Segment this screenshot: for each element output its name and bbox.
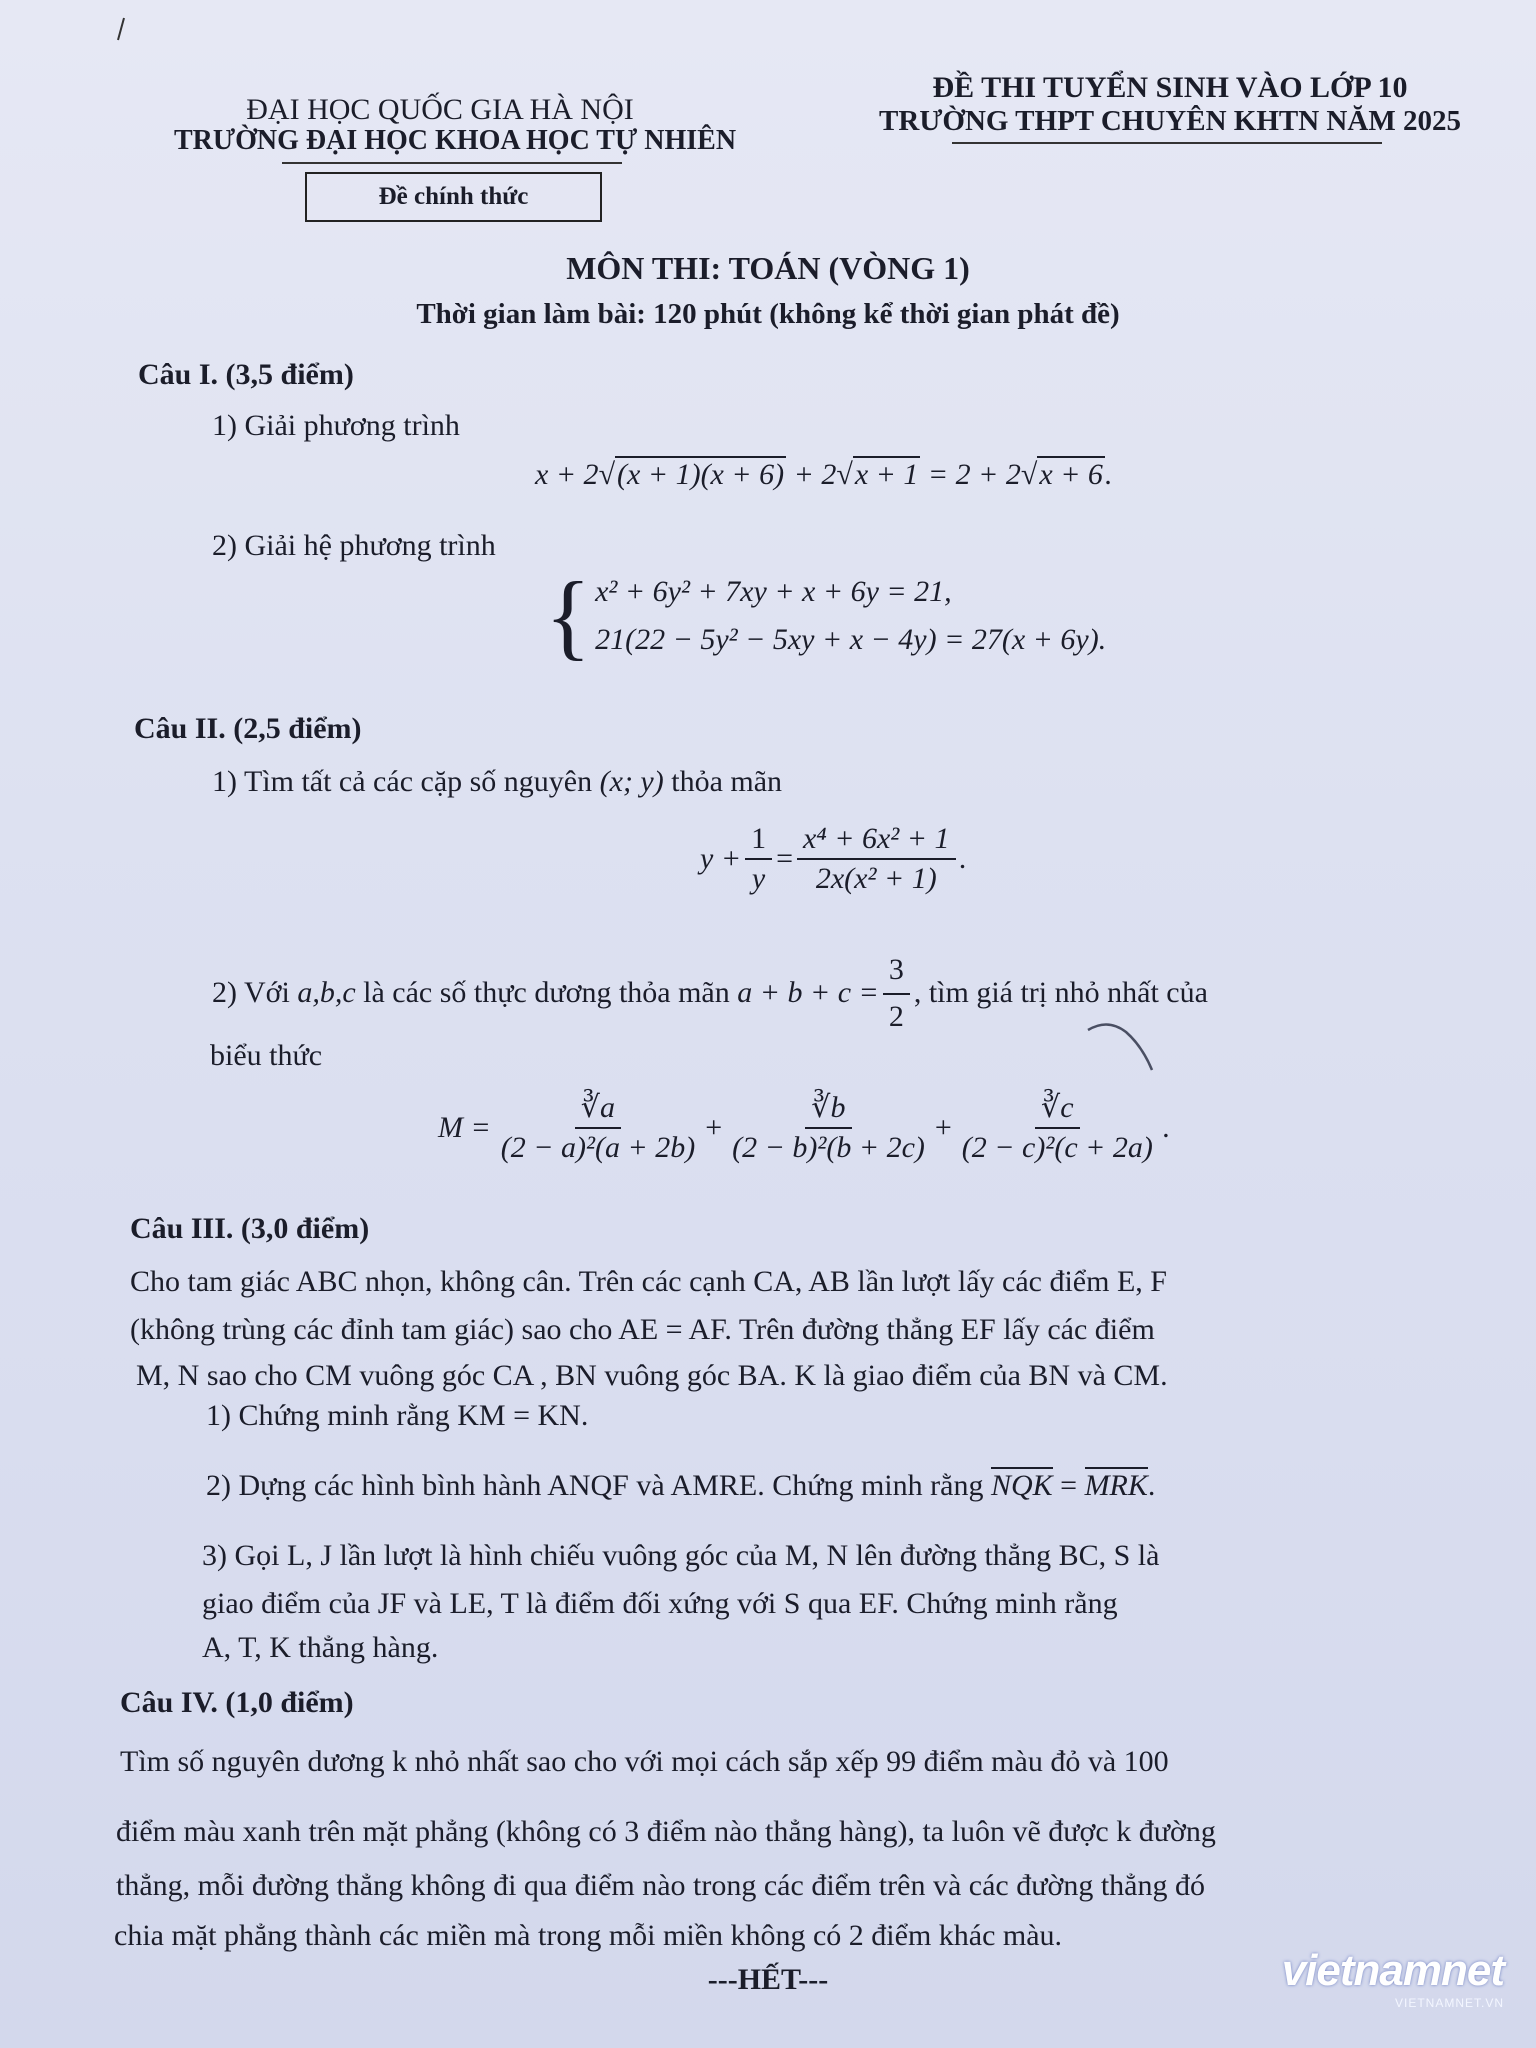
question-1-equation: x + 2√(x + 1)(x + 6) + 2√x + 1 = 2 + 2√x + 6. [535, 458, 1113, 491]
question-4-line-3: thẳng, mỗi đường thẳng không đi qua điểm nào trong các điểm trên và các đường thẳng đó [116, 1869, 1205, 1902]
question-3-part-3-line-2: giao điểm của JF và LE, T là điểm đối xứng với S qua EF. Chứng minh rằng [202, 1587, 1118, 1620]
question-1-system [545, 562, 1107, 669]
question-4-title: Câu IV. (1,0 điểm) [120, 1686, 354, 1719]
question-3-part-3-line-1: 3) Gọi L, J lần lượt là hình chiếu vuông góc của M, N lên đường thẳng BC, S là [202, 1539, 1160, 1572]
exam-subject: MÔN THI: TOÁN (VÒNG 1) [566, 250, 970, 286]
question-2-expression-label: biểu thức [210, 1039, 323, 1072]
system-equation-2: 21(22 − 5y² − 5xy + x − 4y) = 27(x + 6y). [595, 623, 1107, 656]
question-1-part-2: 2) Giải hệ phương trình [212, 529, 496, 562]
exam-heading: ĐỀ THI TUYỂN SINH VÀO LỚP 10 [932, 71, 1408, 104]
question-2-part-1: 1) Tìm tất cả các cặp số nguyên (x; y) thỏa mãn [212, 765, 783, 798]
question-4-line-2: điểm màu xanh trên mặt phẳng (không có 3 điểm nào thẳng hàng), ta luôn vẽ được k đường [116, 1815, 1216, 1848]
question-1-title: Câu I. (3,5 điểm) [138, 358, 354, 391]
vietnamnet-watermark: vietnamnet VIETNAMNET.VN [1281, 1946, 1504, 2010]
question-3-line-1: Cho tam giác ABC nhọn, không cân. Trên các cạnh CA, AB lần lượt lấy các điểm E, F [130, 1265, 1167, 1298]
official-label: Đề chính thức [305, 172, 602, 222]
question-3-line-3: M, N sao cho CM vuông góc CA , BN vuông góc BA. K là giao điểm của BN và CM. [136, 1359, 1168, 1392]
question-1-part-1: 1) Giải phương trình [212, 409, 460, 442]
pen-stroke-mark [1080, 1010, 1180, 1090]
question-4-line-4: chia mặt phẳng thành các miền mà trong mỗi miền không có 2 điểm khác màu. [114, 1919, 1063, 1952]
school-year-heading: TRƯỜNG THPT CHUYÊN KHTN NĂM 2025 [879, 105, 1461, 137]
question-3-part-1: 1) Chứng minh rằng KM = KN. [206, 1399, 589, 1432]
system-brace: { [545, 562, 592, 669]
exam-duration: Thời gian làm bài: 120 phút (không kể thời gian phát đề) [416, 298, 1120, 330]
question-3-part-2: 2) Dựng các hình bình hành ANQF và AMRE. Chứng minh rằng NQK = MRK. [206, 1469, 1156, 1502]
question-3-part-3-line-3: A, T, K thẳng hàng. [202, 1631, 439, 1664]
question-2-part-2: 2) Với a,b,c là các số thực dương thỏa mãn a + b + c = $\frac{3}{2}$ , tìm giá trị nhỏ nhất của [212, 950, 1208, 1037]
question-4-line-1: Tìm số nguyên dương k nhỏ nhất sao cho với mọi cách sắp xếp 99 điểm màu đỏ và 100 [120, 1745, 1169, 1778]
faculty-name: TRƯỜNG ĐẠI HỌC KHOA HỌC TỰ NHIÊN [173, 125, 737, 156]
university-name: ĐẠI HỌC QUỐC GIA HÀ NỘI [246, 93, 634, 126]
end-marker: ---HẾT--- [707, 1963, 829, 1996]
school-year-underline [952, 142, 1382, 144]
question-2-expression: M = $\frac{∛a}{\text{(2 − a)²(a + 2b)}}$ + $\frac{∛b}{\text{(2 − b)²(b + 2c)}}$ + $\frac{∛c}{\text{(2 − c)²(c + 2a)}}$ . [438, 1091, 1171, 1164]
faculty-underline [282, 162, 622, 164]
system-equation-1: x² + 6y² + 7xy + x + 6y = 21, [595, 575, 952, 608]
question-2-equation: y + $\frac{1}{y}$ = $\frac{\text{x⁴ + 6x² + 1}}{\text{2x(x² + 1)}}$ . [700, 822, 968, 895]
corner-tick-mark [110, 14, 130, 44]
question-3-title: Câu III. (3,0 điểm) [130, 1212, 370, 1245]
question-3-line-2: (không trùng các đỉnh tam giác) sao cho AE = AF. Trên đường thẳng EF lấy các điểm [130, 1313, 1155, 1346]
question-2-title: Câu II. (2,5 điểm) [134, 712, 362, 745]
